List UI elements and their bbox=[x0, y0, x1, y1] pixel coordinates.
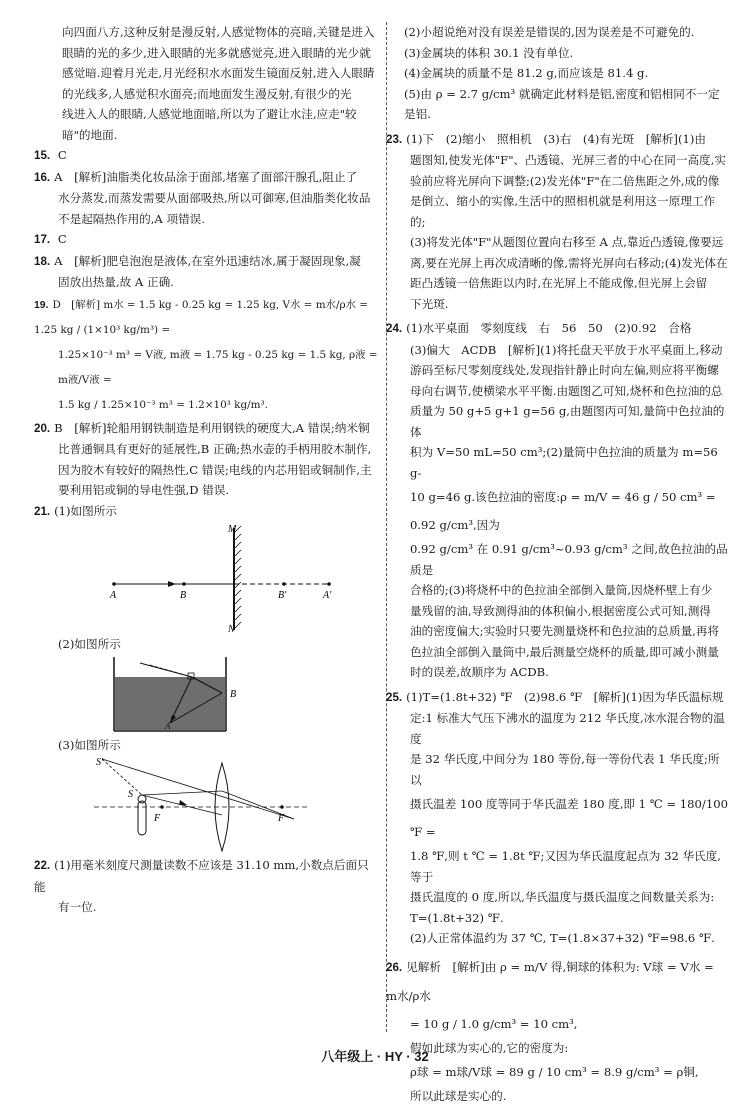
text-line: 是 32 华氏度,中间分为 180 等份,每一等份代表 1 华氏度;所以 bbox=[410, 752, 720, 787]
formula-line: D [解析] m水 = 1.5 kg - 0.25 kg = 1.25 kg, V水 = m水/ρ水 = 1.25 kg / (1×10³ kg/m³) = bbox=[34, 298, 368, 336]
formula-line: = 10 g / 1.0 g/cm³ = 10 cm³, bbox=[410, 1016, 578, 1031]
question-22-continued bbox=[398, 22, 728, 125]
text-line: 所以此球是实心的. bbox=[410, 1089, 507, 1103]
text-line: 是倒立、缩小的实像,生活中的照相机就是利用这一原理工作的; bbox=[410, 194, 716, 229]
label-F-left: F bbox=[154, 813, 161, 824]
text-line: 摄氏温度的 0 度,所以,华氏温度与摄氏温度之间数量关系为: bbox=[410, 890, 715, 904]
question-15 bbox=[34, 145, 380, 167]
label-A-prime: A′ bbox=[323, 590, 332, 601]
text-line: (3)金属块的体积 30.1 没有单位. bbox=[404, 45, 574, 60]
text-line: 0.92 g/cm³ 在 0.91 g/cm³~0.93 g/cm³ 之间,故色拉油的品质是 bbox=[410, 542, 728, 577]
text-line: 时的误差,故顺序为 ACDB. bbox=[410, 665, 549, 679]
text-line: T=(1.8t+32) ℉. bbox=[410, 910, 504, 925]
text-line: 暗"的地面. bbox=[62, 127, 118, 142]
text-line: 积为 V=50 mL=50 cm³;(2)量筒中色拉油的质量为 m=56 g- bbox=[410, 445, 718, 480]
formula-line: 1.25×10⁻³ m³ = V液, m液 = 1.75 kg - 0.25 kg = 1.5 kg, ρ液 = m液/V液 = bbox=[58, 348, 378, 386]
text-line: 因为胶木有较好的隔热性,C 错误;电线的内芯用铝或铜制作,主 bbox=[58, 462, 372, 477]
question-26 bbox=[386, 953, 728, 1107]
label-S: S bbox=[128, 789, 133, 800]
question-number: 18. bbox=[34, 254, 51, 268]
text-line: (2)人正常体温约为 37 ℃, T=(1.8×37+32) ℉=98.6 ℉. bbox=[410, 931, 715, 945]
answer-text: C bbox=[57, 148, 67, 162]
water-container-diagram bbox=[110, 655, 350, 735]
text-line: (3)将发光体"F"从题图位置向右移至 A 点,靠近凸透镜,像要远 bbox=[410, 235, 724, 249]
text-line: A [解析]油脂类化妆品涂于面部,堵塞了面部汗腺孔,阻止了 bbox=[54, 169, 358, 184]
text-line: 定:1 标准大气压下沸水的温度为 212 华氏度,冰水混合物的温度 bbox=[410, 711, 725, 746]
label-M: M bbox=[228, 524, 237, 535]
figure-caption: (1)如图所示 bbox=[54, 503, 117, 518]
question-number: 26. bbox=[386, 960, 403, 974]
text-line: 不是起隔热作用的,A 项错误. bbox=[58, 211, 205, 226]
label-A: A bbox=[165, 720, 171, 731]
formula-line: 见解析 [解析]由 ρ = m/V 得,铜球的体积为: V球 = V水 = m水/ρ水 bbox=[386, 959, 714, 1003]
text-line: A [解析]肥皂泡泡是液体,在室外迅速结冰,属于凝固现象,凝 bbox=[54, 253, 361, 268]
text-line: 质量为 50 g+5 g+1 g=56 g,由题图丙可知,量筒中色拉油的体 bbox=[410, 404, 725, 439]
label-N: N bbox=[228, 624, 235, 634]
text-line: 有一位. bbox=[58, 900, 97, 914]
text-line: 1.8 ℉,则 t ℃ = 1.8t ℉;又因为华氏温度起点为 32 华氏度,等于 bbox=[410, 849, 721, 884]
text-line: 离,要在光屏上再次成清晰的像,需将光屏向右移动;(4)发光体在 bbox=[410, 255, 728, 270]
question-number: 16. bbox=[34, 170, 51, 184]
text-line: (4)金属块的质量不是 81.2 g,而应该是 81.4 g. bbox=[404, 66, 649, 80]
question-number: 24. bbox=[386, 322, 403, 335]
question-16 bbox=[34, 167, 380, 230]
answer-text: C bbox=[57, 232, 67, 246]
text-line: 假如此球为实心的,它的密度为: bbox=[410, 1040, 569, 1055]
text-line: 向四面八方,这种反射是漫反射,人感觉物体的亮暗,关键是进入 bbox=[62, 25, 375, 39]
left-column bbox=[34, 22, 380, 918]
right-column bbox=[386, 22, 728, 1107]
question-20 bbox=[34, 418, 380, 501]
question-number: 21. bbox=[34, 504, 51, 518]
text-line: (3)偏大 ACDB [解析](1)将托盘天平放于水平桌面上,移动 bbox=[410, 342, 723, 357]
figure-caption: (3)如图所示 bbox=[58, 737, 121, 752]
text-line: (1)下 (2)缩小 照相机 (3)右 (4)有光斑 [解析](1)由 bbox=[406, 131, 706, 146]
text-line: 是铝. bbox=[404, 107, 431, 121]
text-line: 水分蒸发,而蒸发需要从面部吸热,所以可御寒,但油脂类化妆品 bbox=[58, 191, 371, 205]
text-line: B [解析]轮船用钢铁制造是利用钢铁的硬度大,A 错误;纳米铜 bbox=[54, 420, 370, 435]
text-line: (1)水平桌面 零刻度线 右 56 50 (2)0.92 合格 bbox=[406, 321, 692, 335]
text-line: 比普通铜具有更好的延展性,B 正确;热水壶的手柄用胶木制作, bbox=[58, 442, 372, 456]
question-number: 20. bbox=[34, 421, 51, 435]
label-B: B bbox=[230, 688, 237, 700]
text-line: 题图知,使发光体"F"、凸透镜、光屏三者的中心在同一高度,实 bbox=[410, 153, 726, 167]
label-B-prime: B′ bbox=[278, 590, 287, 601]
convex-lens-diagram bbox=[54, 755, 314, 855]
text-line: 游码至标尺零刻度线处,发现指针静止时向左偏,则应将平衡螺 bbox=[410, 363, 719, 377]
question-24 bbox=[386, 318, 728, 683]
question-number: 15. bbox=[34, 149, 51, 162]
text-line: (5)由 ρ = 2.7 g/cm³ 就确定此材料是铝,密度和铝相同不一定 bbox=[404, 86, 720, 101]
text-line: 验前应将光屏向下调整;(2)发光体"F"在二倍焦距之外,成的像 bbox=[410, 173, 720, 188]
text-line: 的光线多,人感觉积水面亮;而地面发生漫反射,有很少的光 bbox=[62, 86, 352, 101]
question-number: 19. bbox=[34, 299, 49, 311]
question-25 bbox=[386, 687, 728, 949]
formula-line: 摄氏温差 100 度等同于华氏温差 180 度,即 1 ℃ = 180/100 ℉ = bbox=[410, 797, 728, 839]
text-line: 要利用铝或铜的导电性强,D 错误. bbox=[58, 483, 230, 497]
question-number: 22. bbox=[34, 859, 51, 872]
intro-paragraph bbox=[62, 22, 380, 145]
label-F-right: F bbox=[278, 813, 285, 824]
label-A: A bbox=[110, 590, 117, 601]
text-line: 合格的;(3)将烧杯中的色拉油全部倒入量筒,因烧杯壁上有少 bbox=[410, 583, 713, 597]
question-23 bbox=[386, 129, 728, 315]
question-21 bbox=[34, 501, 380, 856]
text-line: 线进入人的眼睛,人感觉地面暗,所以为了避让水洼,应走"较 bbox=[62, 107, 357, 121]
text-line: 眼睛的光的多少,进入眼睛的光多就感觉亮,进入眼睛的光少就 bbox=[62, 45, 371, 60]
text-line: (1)T=(1.8t+32) ℉ (2)98.6 ℉ [解析](1)因为华氏温标规 bbox=[406, 689, 724, 704]
text-line: (2)小超说绝对没有误差是错误的,因为误差是不可避免的. bbox=[404, 25, 695, 39]
question-18 bbox=[34, 251, 380, 293]
question-19 bbox=[34, 293, 380, 418]
page-footer: 八年级上 · HY · 32 bbox=[321, 1049, 429, 1064]
figure-caption: (2)如图所示 bbox=[58, 637, 121, 651]
text-line: 母向右调节,使横梁水平平衡.由题图乙可知,烧杯和色拉油的总 bbox=[410, 383, 723, 398]
text-line: 距凸透镜一倍焦距以内时,在光屏上不能成像,但光屏上会留 bbox=[410, 276, 708, 290]
text-line: 色拉油全部倒入量筒中,最后测量空烧杯的质量,即可减小测量 bbox=[410, 644, 719, 659]
text-line: 油的密度偏大;实验时只要先测量烧杯和色拉油的总质量,再将 bbox=[410, 624, 720, 638]
text-line: 量残留的油,导致测得油的体积偏小,根据密度公式可知,测得 bbox=[410, 603, 711, 618]
question-number: 25. bbox=[386, 690, 403, 704]
label-S-prime: S′ bbox=[96, 757, 104, 768]
plane-mirror-diagram bbox=[104, 522, 344, 634]
formula-line: 10 g=46 g.该色拉油的密度:ρ = m/V = 46 g / 50 cm³ = 0.92 g/cm³,因为 bbox=[410, 490, 716, 532]
question-number: 23. bbox=[386, 132, 403, 146]
formula-line: 1.5 kg / 1.25×10⁻³ m³ = 1.2×10³ kg/m³. bbox=[58, 398, 268, 411]
question-number: 17. bbox=[34, 233, 51, 246]
question-22 bbox=[34, 855, 380, 918]
question-17 bbox=[34, 229, 380, 251]
text-line: 感觉暗.迎着月光走,月光经积水水面发生镜面反射,进入人眼睛 bbox=[62, 66, 375, 80]
text-line: 下光斑. bbox=[410, 296, 449, 311]
text-line: 固放出热量,故 A 正确. bbox=[58, 275, 174, 289]
label-B: B bbox=[180, 590, 187, 601]
formula-line: ρ球 = m球/V球 = 89 g / 10 cm³ = 8.9 g/cm³ = ρ铜, bbox=[410, 1065, 699, 1079]
text-line: (1)用毫米刻度尺测量读数不应该是 31.10 mm,小数点后面只能 bbox=[34, 858, 369, 894]
